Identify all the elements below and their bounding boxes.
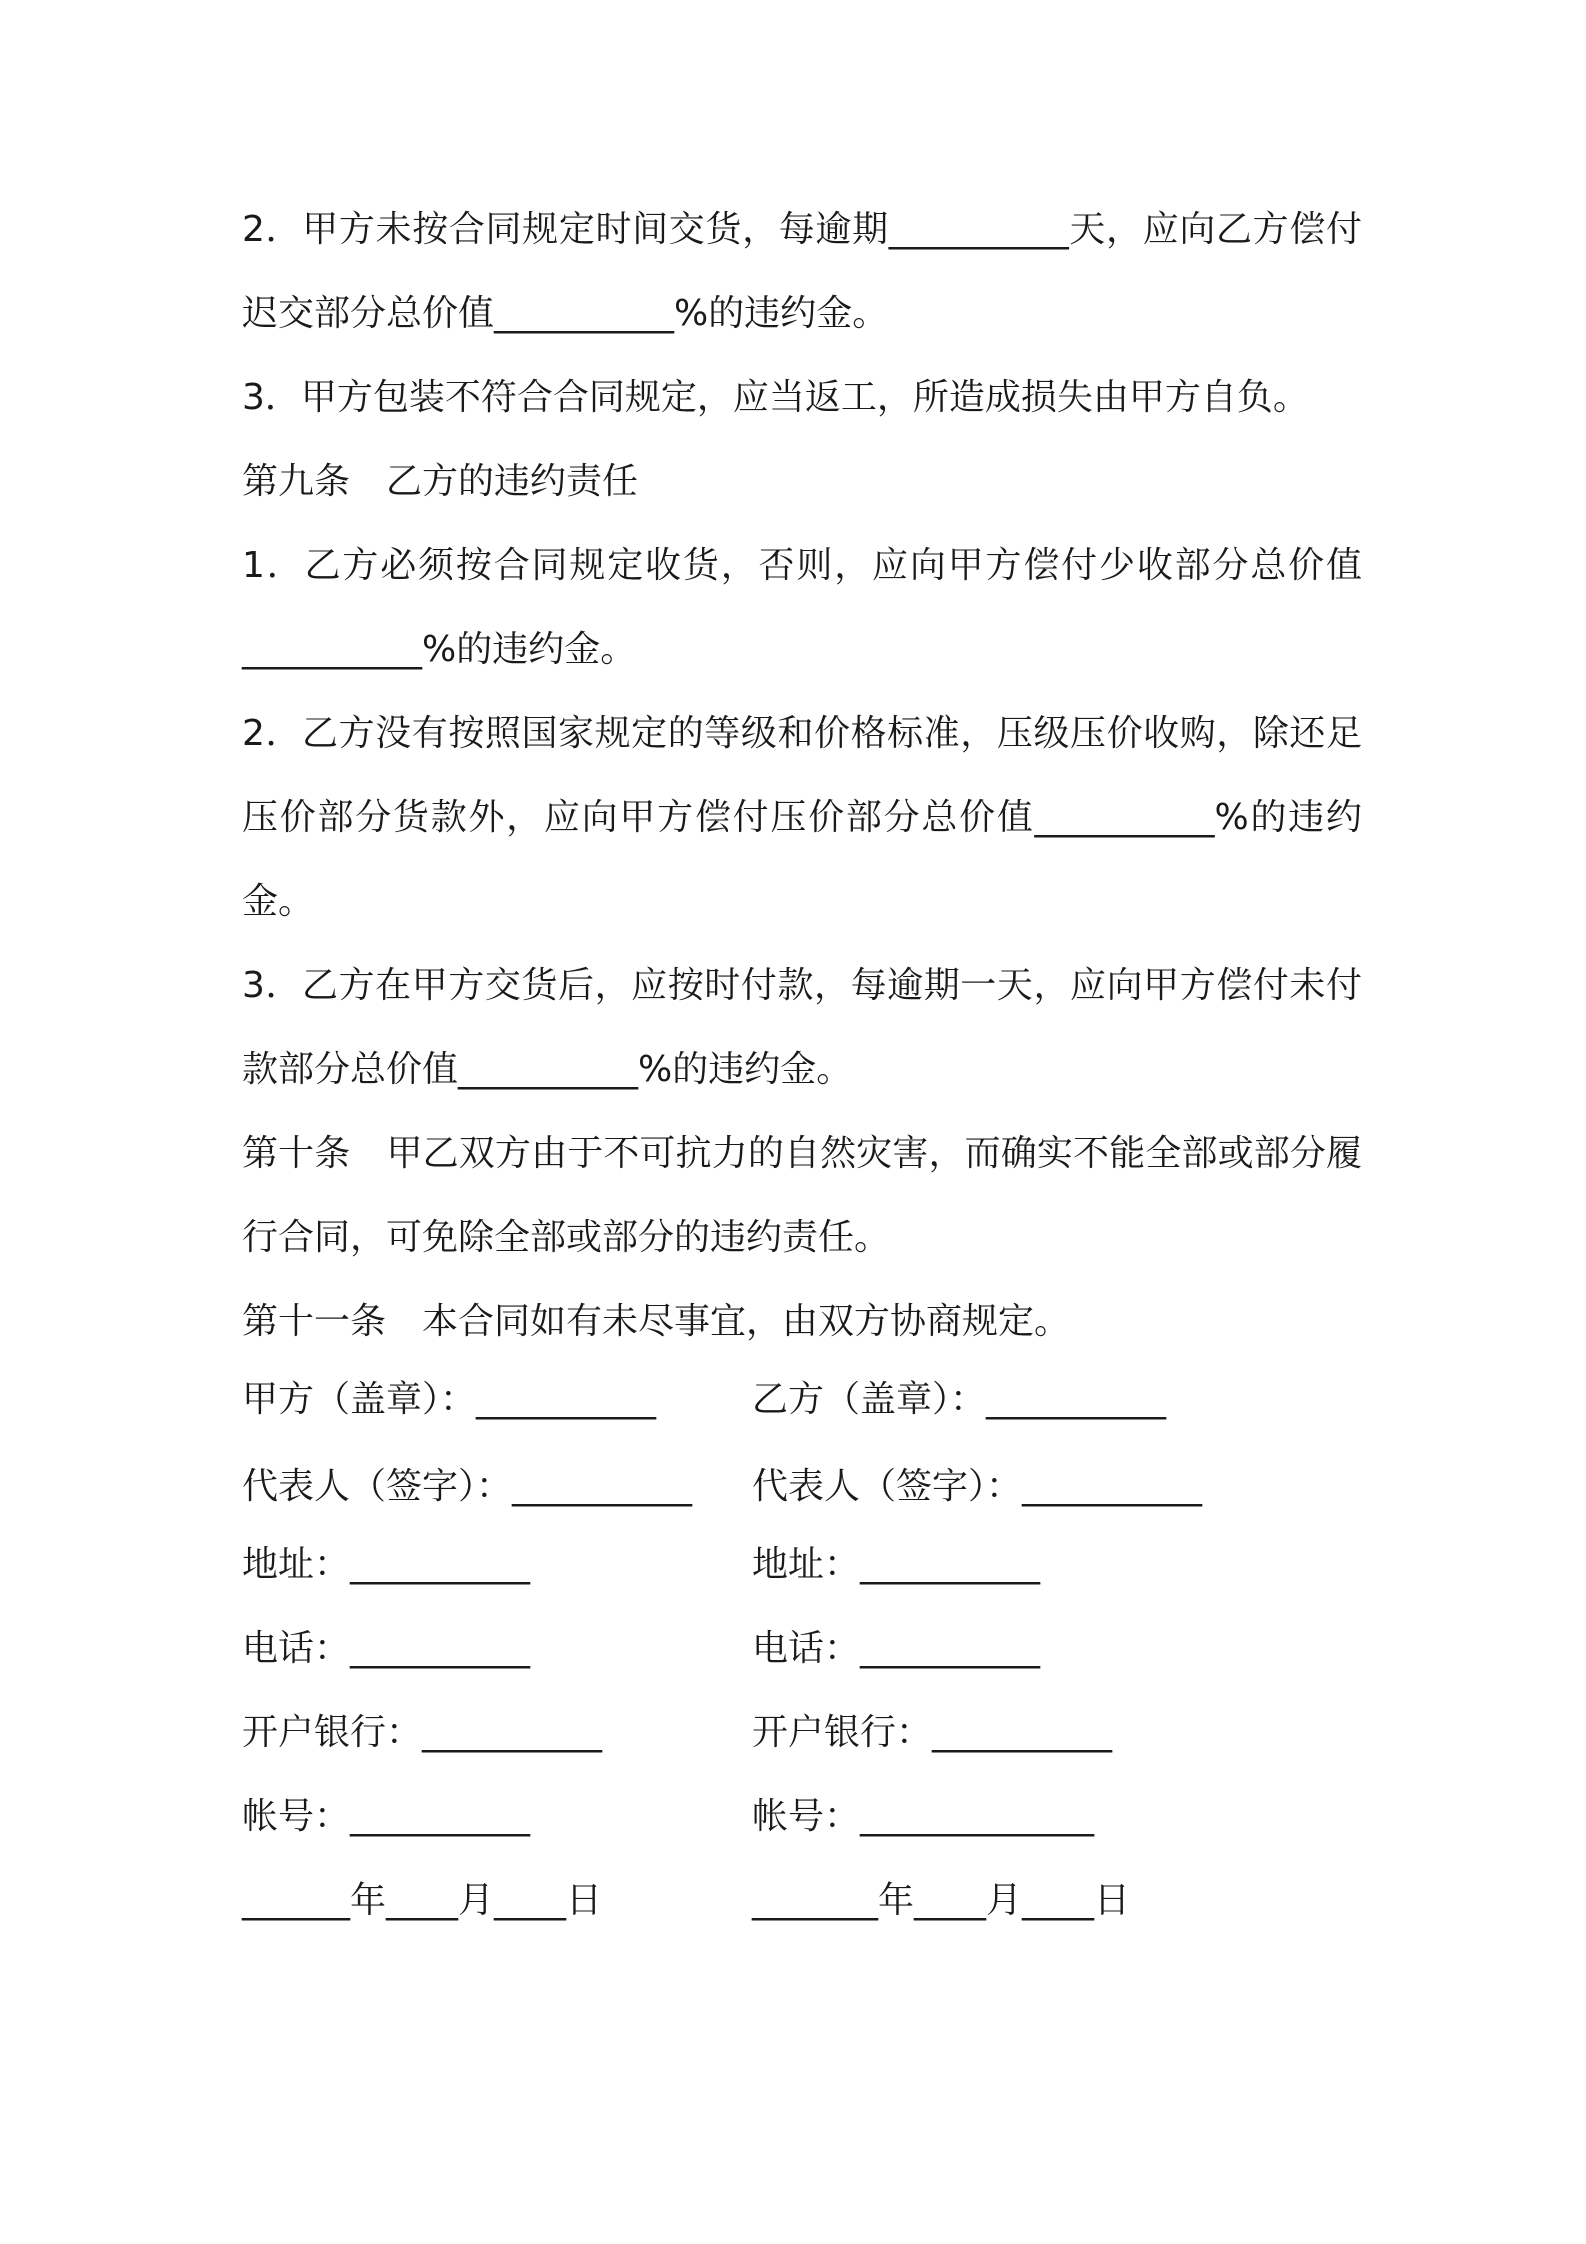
clause-9-item-3: 3．乙方在甲方交货后，应按时付款，每逾期一天，应向甲方偿付未付款部分总价值__________%的违约金。 bbox=[242, 965, 1362, 1090]
clause-8-item-3: 3．甲方包装不符合合同规定，应当返工，所造成损失由甲方自负。 bbox=[242, 377, 1309, 418]
clause-10: 第十条 甲乙双方由于不可抗力的自然灾害，而确实不能全部或部分履行合同，可免除全部或部分的违约责任。 bbox=[242, 1133, 1362, 1258]
party-a-account-line: 帐号：__________ bbox=[242, 1796, 531, 1837]
party-a-phone-line: 电话：__________ bbox=[242, 1628, 531, 1669]
party-a-seal-line: 甲方（盖章）：__________ bbox=[242, 1379, 657, 1420]
party-a-bank-line: 开户银行：__________ bbox=[242, 1712, 603, 1753]
party-b-phone-line: 电话：__________ bbox=[752, 1628, 1041, 1669]
clause-9-item-1: 1．乙方必须按合同规定收货，否则，应向甲方偿付少收部分总价值__________%的违约金。 bbox=[242, 545, 1362, 670]
clause-8-item-2: 2．甲方未按合同规定时间交货，每逾期__________天，应向乙方偿付迟交部分总价值__________%的违约金。 bbox=[242, 209, 1362, 334]
clause-11: 第十一条 本合同如有未尽事宜，由双方协商规定。 bbox=[242, 1301, 1071, 1342]
party-b-date-line: _______年____月____日 bbox=[752, 1880, 1130, 1921]
party-a-date-line: ______年____月____日 bbox=[242, 1880, 602, 1921]
party-b-address-line: 地址：__________ bbox=[752, 1544, 1041, 1585]
clause-9-item-2: 2．乙方没有按照国家规定的等级和价格标准，压级压价收购，除还足压价部分货款外，应向甲方偿付压价部分总价值__________%的违约金。 bbox=[242, 713, 1362, 922]
party-b-representative-line: 代表人（签字）：__________ bbox=[752, 1466, 1203, 1507]
party-b-account-line: 帐号：_____________ bbox=[752, 1796, 1095, 1837]
party-a-representative-line: 代表人（签字）：__________ bbox=[242, 1466, 693, 1507]
clause-9-heading: 第九条 乙方的违约责任 bbox=[242, 461, 639, 502]
party-b-seal-line: 乙方（盖章）：__________ bbox=[752, 1379, 1167, 1420]
party-b-bank-line: 开户银行：__________ bbox=[752, 1712, 1113, 1753]
party-a-address-line: 地址：__________ bbox=[242, 1544, 531, 1585]
